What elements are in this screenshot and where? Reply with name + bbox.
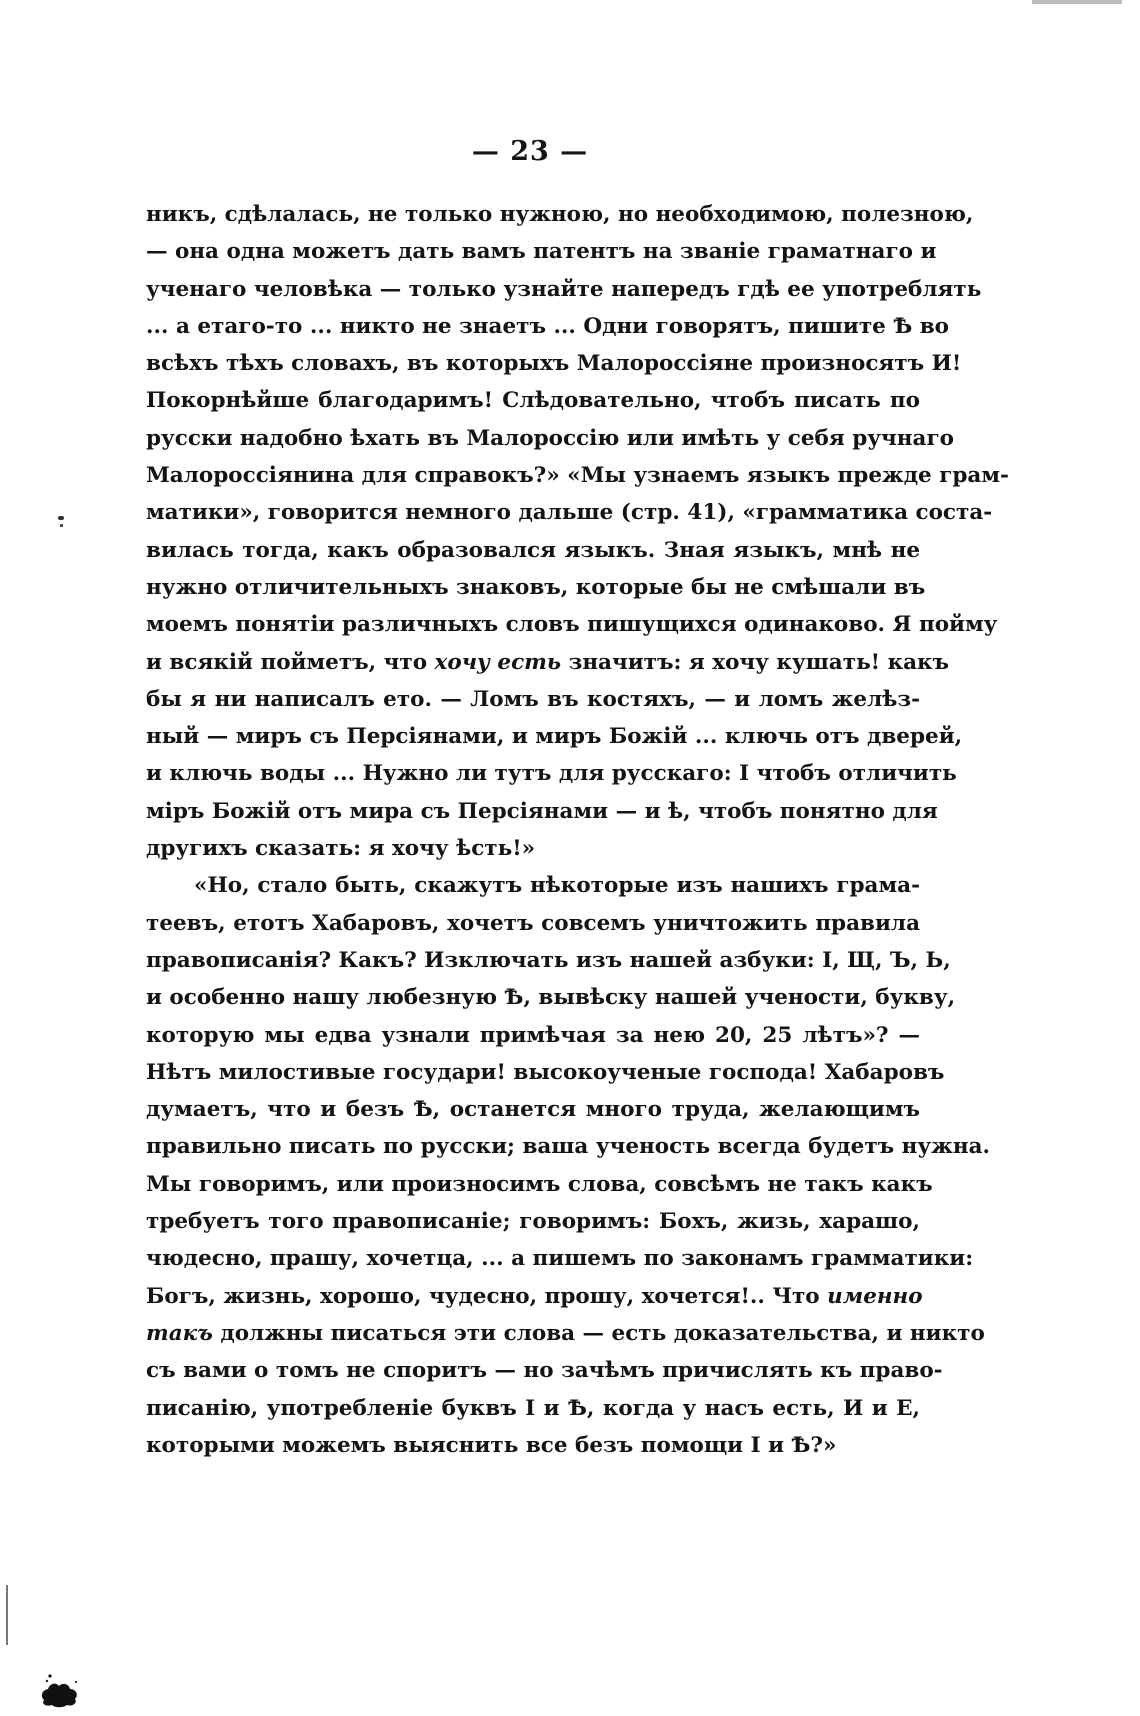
page-number: — 23 —: [471, 136, 589, 167]
text-line: требуетъ того правописаніе; говоримъ: Бохъ, жизь, харашо,: [146, 1209, 920, 1235]
text-line: моемъ понятіи различныхъ словъ пишущихся одинаково. Я пойму: [146, 612, 998, 638]
scan-edge-mark: [6, 1585, 8, 1645]
text-line: Покорнѣйше благодаримъ! Слѣдовательно, чтобъ писать по: [146, 388, 920, 414]
text-line: русски надобно ѣхать въ Малороссію или имѣть у себя ручнаго: [146, 425, 954, 451]
text-line: — она одна можетъ дать вамъ патентъ на званіе граматнаго и: [146, 239, 937, 265]
text-line-with-italic: [146, 644, 950, 681]
text-line: другихъ сказать: я хочу ѣсть!»: [146, 836, 536, 862]
italic-phrase: именно: [827, 1283, 923, 1309]
text-line: и особенно нашу любезную Ѣ, вывѣску нашей учености, букву,: [146, 985, 956, 1011]
text-segment: значитъ: я хочу кушать! какъ: [561, 649, 950, 675]
text-line: ученаго человѣка — только узнайте напередъ гдѣ ее употреблять: [146, 276, 982, 302]
text-line: теевъ, етотъ Хабаровъ, хочетъ совсемъ уничтожить правила: [146, 910, 920, 936]
text-line: нужно отличительныхъ знаковъ, которые бы не смѣшали въ: [146, 574, 926, 600]
text-line: Нѣтъ милостивые государи! высокоученые господа! Хабаровъ: [146, 1059, 945, 1085]
text-segment: Богъ, жизнь, хорошо, чудесно, прошу, хочется!.. Что: [146, 1283, 828, 1309]
text-line: съ вами о томъ не споритъ — но зачѣмъ причислять къ право-: [146, 1358, 943, 1384]
text-line: міръ Божій отъ мира съ Персіянами — и ѣ, чтобъ понятно для: [146, 798, 938, 824]
text-line: ный — миръ съ Персіянами, и миръ Божій ... ключь отъ дверей,: [146, 724, 963, 750]
text-line: чюдесно, прашу, хочетца, ... а пишемъ по законамъ грамматики:: [146, 1246, 974, 1272]
text-line: и ключь воды ... Нужно ли тутъ для русскаго: І чтобъ отличить: [146, 761, 957, 787]
text-line: матики», говорится немного дальше (стр. 41), «грамматика соста-: [146, 500, 993, 526]
text-line: правописанія? Какъ? Изключать изъ нашей азбуки: І, Щ, Ъ, Ь,: [146, 947, 951, 973]
text-line: думаетъ, что и безъ Ѣ, останется много труда, желающимъ: [146, 1097, 920, 1123]
italic-phrase: хочу есть: [434, 649, 562, 675]
scan-speck: [60, 524, 63, 527]
text-line: которыми можемъ выяснить все безъ помощи І и Ѣ?»: [146, 1432, 837, 1458]
scan-speck: [58, 516, 64, 520]
text-line: Мы говоримъ, или произносимъ слова, совсѣмъ не такъ какъ: [146, 1171, 933, 1197]
text-line: писанію, употребленіе буквъ І и Ѣ, когда у насъ есть, И и Е,: [146, 1395, 920, 1421]
scan-edge-mark: [1032, 0, 1122, 4]
text-line: которую мы едва узнали примѣчая за нею 20, 25 лѣтъ»? —: [146, 1022, 920, 1048]
text-line: ... а етаго-то ... никто не знаетъ ... Одни говорятъ, пишите Ѣ во: [146, 313, 950, 339]
italic-phrase: такъ: [146, 1320, 213, 1346]
text-line: никъ, сдѣлалась, не только нужною, но необходимою, полезною,: [146, 202, 974, 227]
ink-blot: [36, 1670, 82, 1708]
text-line: правильно писать по русски; ваша ученость всегда будетъ нужна.: [146, 1134, 990, 1160]
text-line: вилась тогда, какъ образовался языкъ. Зная языкъ, мнѣ не: [146, 537, 920, 563]
text-line: всѣхъ тѣхъ словахъ, въ которыхъ Малороссіяне произносятъ И!: [146, 351, 962, 377]
paragraph-start-line: «Но, стало быть, скажутъ нѣкоторые изъ нашихъ грама-: [194, 873, 920, 899]
text-line-with-italic: [146, 1278, 923, 1315]
text-line-with-italic: [146, 1315, 985, 1352]
text-segment: и всякій пойметъ, что: [146, 649, 435, 675]
text-line: Малороссіянина для справокъ?» «Мы узнаемъ языкъ прежде грам-: [146, 463, 1009, 489]
text-line: бы я ни написалъ ето. — Ломъ въ костяхъ, — и ломъ желѣз-: [146, 686, 920, 712]
text-segment: должны писаться эти слова — есть доказательства, и никто: [212, 1320, 985, 1346]
body-text: [146, 196, 1009, 1464]
